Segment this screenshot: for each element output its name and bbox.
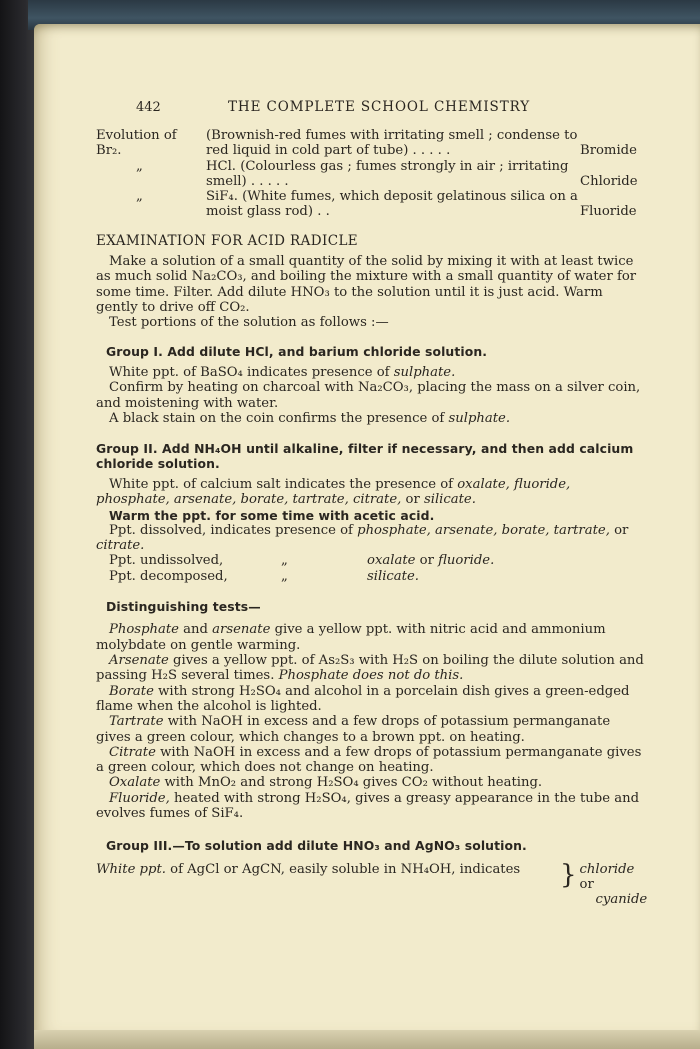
running-title: THE COMPLETE SCHOOL CHEMISTRY (228, 99, 531, 115)
list-item: Tartrate with NaOH in excess and a few drops of potassium permanganate gives a green colour, which changes to a brown ppt. on heating. (96, 714, 611, 745)
evolution-result: Fluoride (580, 204, 637, 220)
evolution-text: HCl. (Colourless gas ; fumes strongly in air ; irritating smell) . . . . . (206, 158, 569, 189)
evolution-row (96, 189, 644, 220)
evolution-text: SiF₄. (White fumes, which deposit gelatinous silica on a moist glass rod) . . (206, 189, 578, 220)
list-item: Borate with strong H₂SO₄ and alcohol in a porcelain dish gives a green-edged flame when the alcohol is lighted. (96, 683, 630, 714)
group-2-heading: Group II. Add NH₄OH until alkaline, filter if necessary, and then add calcium chloride solution. (96, 441, 634, 471)
section-title: EXAMINATION FOR ACID RADICLE (96, 232, 359, 249)
group-1-line: Confirm by heating on charcoal with Na₂CO₃, placing the mass on a silver coin, and moistening with water. (96, 380, 641, 411)
running-header (96, 96, 644, 116)
page-number: 442 (136, 100, 161, 115)
list-item: Phosphate and arsenate give a yellow ppt. with nitric acid and ammonium molybdate on gentle warming. (96, 622, 606, 653)
book-cover-spine (0, 0, 36, 1049)
group-2-warm-step: Warm the ppt. for some time with acetic acid. (109, 507, 435, 523)
intro-paragraph: Test portions of the solution as follows :— (109, 315, 389, 331)
curly-brace-icon: } (560, 859, 577, 890)
evolution-row (96, 159, 644, 190)
group-3-result: White ppt. of AgCl or AgCN, easily soluble in NH₄OH, indicates } chloride or cyanide (96, 859, 648, 908)
evolution-prefix: Evolution of Br₂. (96, 128, 177, 159)
list-item: Citrate with NaOH in excess and a few drops of potassium permanganate gives a green colour, which does not change on heating. (96, 744, 642, 776)
group-1-line: White ppt. of BaSO₄ indicates presence of sulphate. (109, 364, 456, 380)
evolution-prefix: „ (136, 189, 143, 205)
ppt-result-row: Ppt. decomposed, „ silicate. (109, 568, 419, 584)
distinguishing-tests-heading: Distinguishing tests— (106, 599, 261, 615)
group-3-heading: Group III.—To solution add dilute HNO₃ and AgNO₃ solution. (106, 838, 527, 854)
page-content (96, 96, 648, 908)
evolution-text: (Brownish-red fumes with irritating smell ; condense to red liquid in cold part of tube) . . . . . (206, 128, 578, 159)
group-1-line: A black stain on the coin confirms the presence of sulphate. (109, 410, 511, 426)
ppt-dissolved-line: Ppt. dissolved, indicates presence of phosphate, arsenate, borate, tartrate, or citrate. (96, 522, 629, 554)
evolution-prefix: „ (136, 158, 143, 174)
group-2-paragraph: White ppt. of calcium salt indicates the presence of oxalate, fluoride, phosphate, arsenate, borate, tartrate, citrate, or silicate. (96, 476, 571, 508)
distinguishing-tests-list (96, 622, 644, 821)
group-1-heading: Group I. Add dilute HCl, and barium chloride solution. (106, 343, 488, 359)
ppt-result-row: Ppt. undissolved, „ oxalate or fluoride. (109, 553, 495, 569)
evolution-row (96, 128, 644, 159)
page-bottom-edge (34, 1030, 700, 1049)
intro-paragraph: Make a solution of a small quantity of the solid by mixing it with at least twice as much solid Na₂CO₃, and boiling the mixture with a small quantity of water for some time. Filter. Add dilute HNO₃ to the solution until it is just acid. Warm gently to drive off CO₂. (96, 254, 637, 315)
evolution-result: Bromide (580, 143, 637, 159)
list-item: Oxalate with MnO₂ and strong H₂SO₄ gives CO₂ without heating. (109, 775, 543, 791)
evolution-table (96, 128, 644, 220)
list-item: Fluoride, heated with strong H₂SO₄, gives a greasy appearance in the tube and evolves fumes of SiF₄. (96, 790, 640, 822)
list-item: Arsenate gives a yellow ppt. of As₂S₃ with H₂S on boiling the dilute solution and passing H₂S several times. Phosphate does not do this. (96, 653, 644, 684)
evolution-result: Chloride (580, 173, 638, 189)
